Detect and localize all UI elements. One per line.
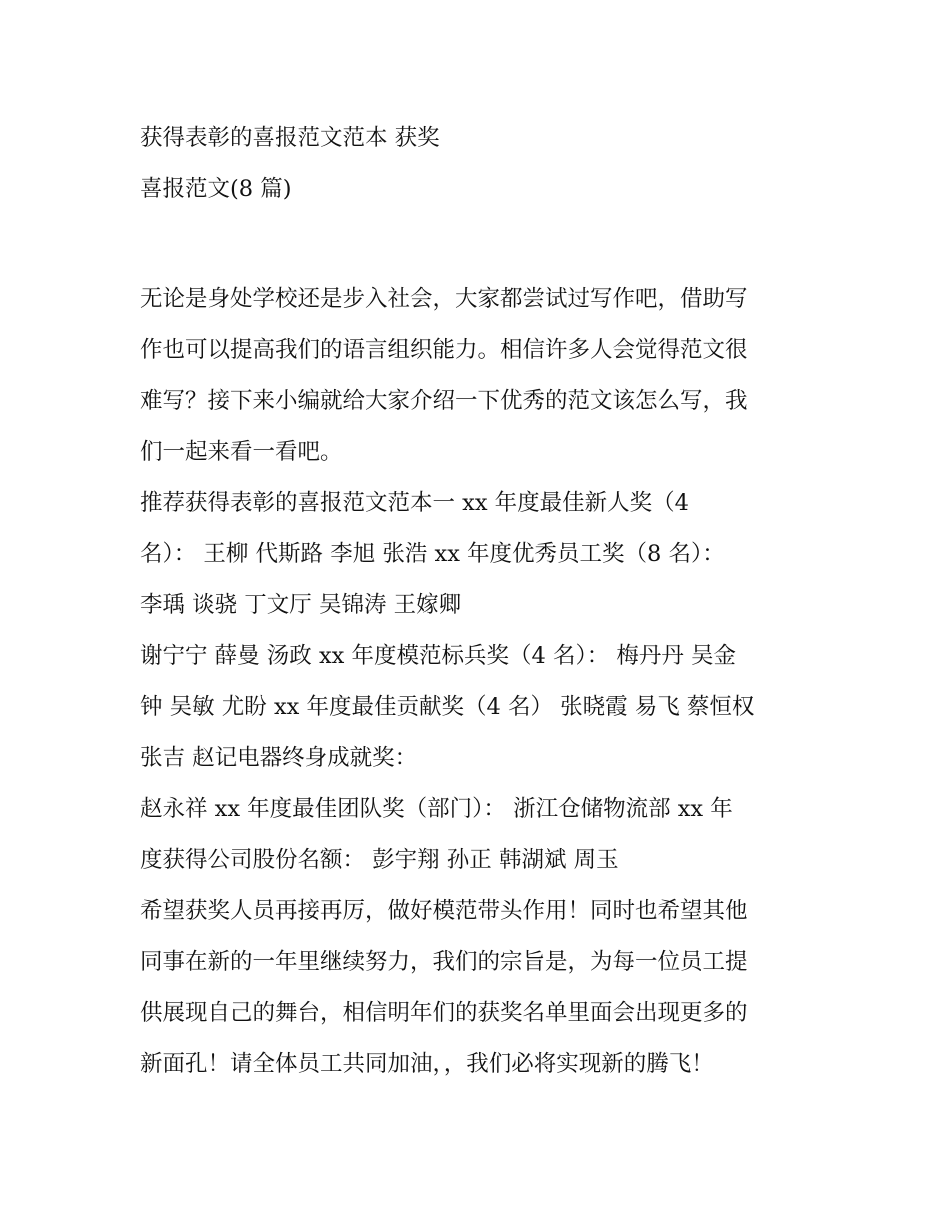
document-body <box>140 274 830 1090</box>
body-line: 钟 吴敏 尤盼 xx 年度最佳贡献奖（4 名） 张晓霞 易飞 蔡恒权 <box>140 694 755 720</box>
body-line: 张吉 赵记电器终身成就奖： <box>140 745 418 771</box>
body-line: 同事在新的一年里继续努力，我们的宗旨是，为每一位员工提 <box>140 949 748 975</box>
body-line: 新面孔！请全体员工共同加油，，我们必将实现新的腾飞！ <box>140 1051 714 1077</box>
body-line: 们一起来看一看吧。 <box>140 439 343 465</box>
title-line: 喜报范文(8 篇) <box>140 176 292 202</box>
body-line: 谢宁宁 薛曼 汤政 xx 年度模范标兵奖（4 名）： 梅丹丹 吴金 <box>140 643 737 669</box>
body-line: 难写？接下来小编就给大家介绍一下优秀的范文该怎么写，我 <box>140 388 748 414</box>
body-line: 名）： 王柳 代斯路 李旭 张浩 xx 年度优秀员工奖（8 名）： <box>140 541 725 567</box>
body-line: 推荐获得表彰的喜报范文范本一 xx 年度最佳新人奖（4 <box>140 490 689 516</box>
title-line: 获得表彰的喜报范文范本 获奖 <box>140 125 440 151</box>
body-line: 作也可以提高我们的语言组织能力。相信许多人会觉得范文很 <box>140 337 748 363</box>
body-line: 希望获奖人员再接再厉，做好模范带头作用！同时也希望其他 <box>140 898 748 924</box>
body-line: 度获得公司股份名额： 彭宇翔 孙正 韩湖斌 周玉 <box>140 847 619 873</box>
body-line: 赵永祥 xx 年度最佳团队奖（部门）： 浙江仓储物流部 xx 年 <box>140 796 733 822</box>
body-line: 无论是身处学校还是步入社会，大家都尝试过写作吧，借助写 <box>140 286 748 312</box>
body-line: 供展现自己的舞台，相信明年们的获奖名单里面会出现更多的 <box>140 1000 748 1026</box>
body-line: 李瑀 谈骁 丁文厅 吴锦涛 王嫁卿 <box>140 592 462 618</box>
document-title <box>140 113 830 215</box>
